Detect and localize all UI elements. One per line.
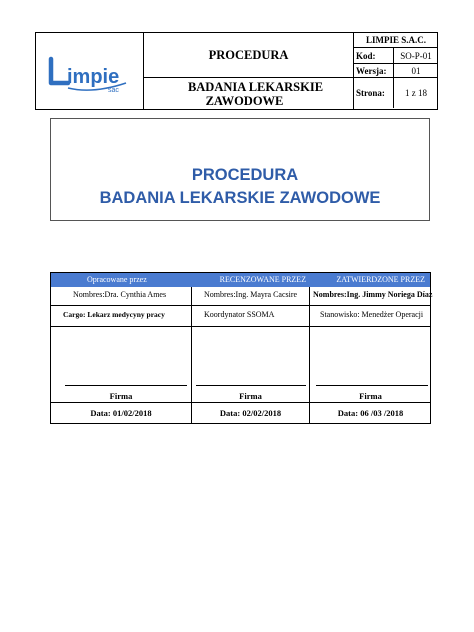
header-title-column [144,33,354,109]
signature-line [65,385,187,386]
logo-suffix: sac [108,87,119,93]
header-title-line2: ZAWODOWE [205,94,284,108]
title-line2: BADANIA LEKARSKIE ZAWODOWE [99,189,381,207]
title-line1: PROCEDURA [191,166,299,184]
signature-line [316,385,428,386]
prepared-date: Data: 01/02/2018 [90,408,152,418]
approved-role: Stanowisko: Menedżer Operacji [310,306,431,327]
meta-row-code [354,48,438,64]
reviewed-date: Data: 02/02/2018 [219,408,282,418]
signature-line [196,385,306,386]
prepared-role: Cargo: Lekarz medycyny pracy [51,306,191,327]
signature-label: Firma [109,391,133,401]
header-meta-column [354,33,438,109]
meta-key: Kod: [354,48,394,63]
approved-signature-cell [310,327,431,403]
meta-key: Strona: [354,78,394,108]
title-box [50,118,430,221]
reviewed-name: Nombres:Ing. Mayra Cacsire [192,287,309,306]
prepared-signature-cell [51,327,191,403]
heading-prepared-by: Opracowane przez [87,275,147,284]
approval-table [50,272,431,424]
meta-row-version [354,64,438,78]
approval-column-prepared [51,287,192,423]
logo-cell [36,33,144,109]
reviewed-signature-cell [192,327,309,403]
header-title-line1: BADANIA LEKARSKIE [187,80,324,94]
svg-text:impie: impie [67,66,120,88]
approval-column-reviewed [192,287,310,423]
signature-label: Firma [239,391,262,401]
meta-key: Wersja: [354,64,394,77]
meta-value: SO-P-01 [400,50,432,61]
header-title-bottom [144,78,353,109]
approval-table-header [51,273,430,287]
reviewed-role: Koordynator SSOMA [192,306,309,327]
meta-value: 01 [411,65,421,76]
prepared-name: Nombres:Dra. Cynthia Ames [51,287,191,306]
company-name: LIMPIE S.A.C. [354,33,438,48]
header-title-top: PROCEDURA [144,33,353,78]
meta-value: 1 z 18 [405,88,427,98]
approved-name: Nombres:Ing. Jimmy Noriega Díaz [310,287,431,306]
limpie-logo [48,53,134,93]
approval-column-approved [310,287,431,423]
heading-approved-by: ZATWIERDZONE PRZEZ [336,275,425,284]
approved-date: Data: 06 /03 /2018 [337,408,404,418]
signature-label: Firma [359,391,382,401]
document-header [35,32,438,110]
meta-row-page [354,78,438,108]
heading-reviewed-by: RECENZOWANE PRZEZ [219,275,307,284]
